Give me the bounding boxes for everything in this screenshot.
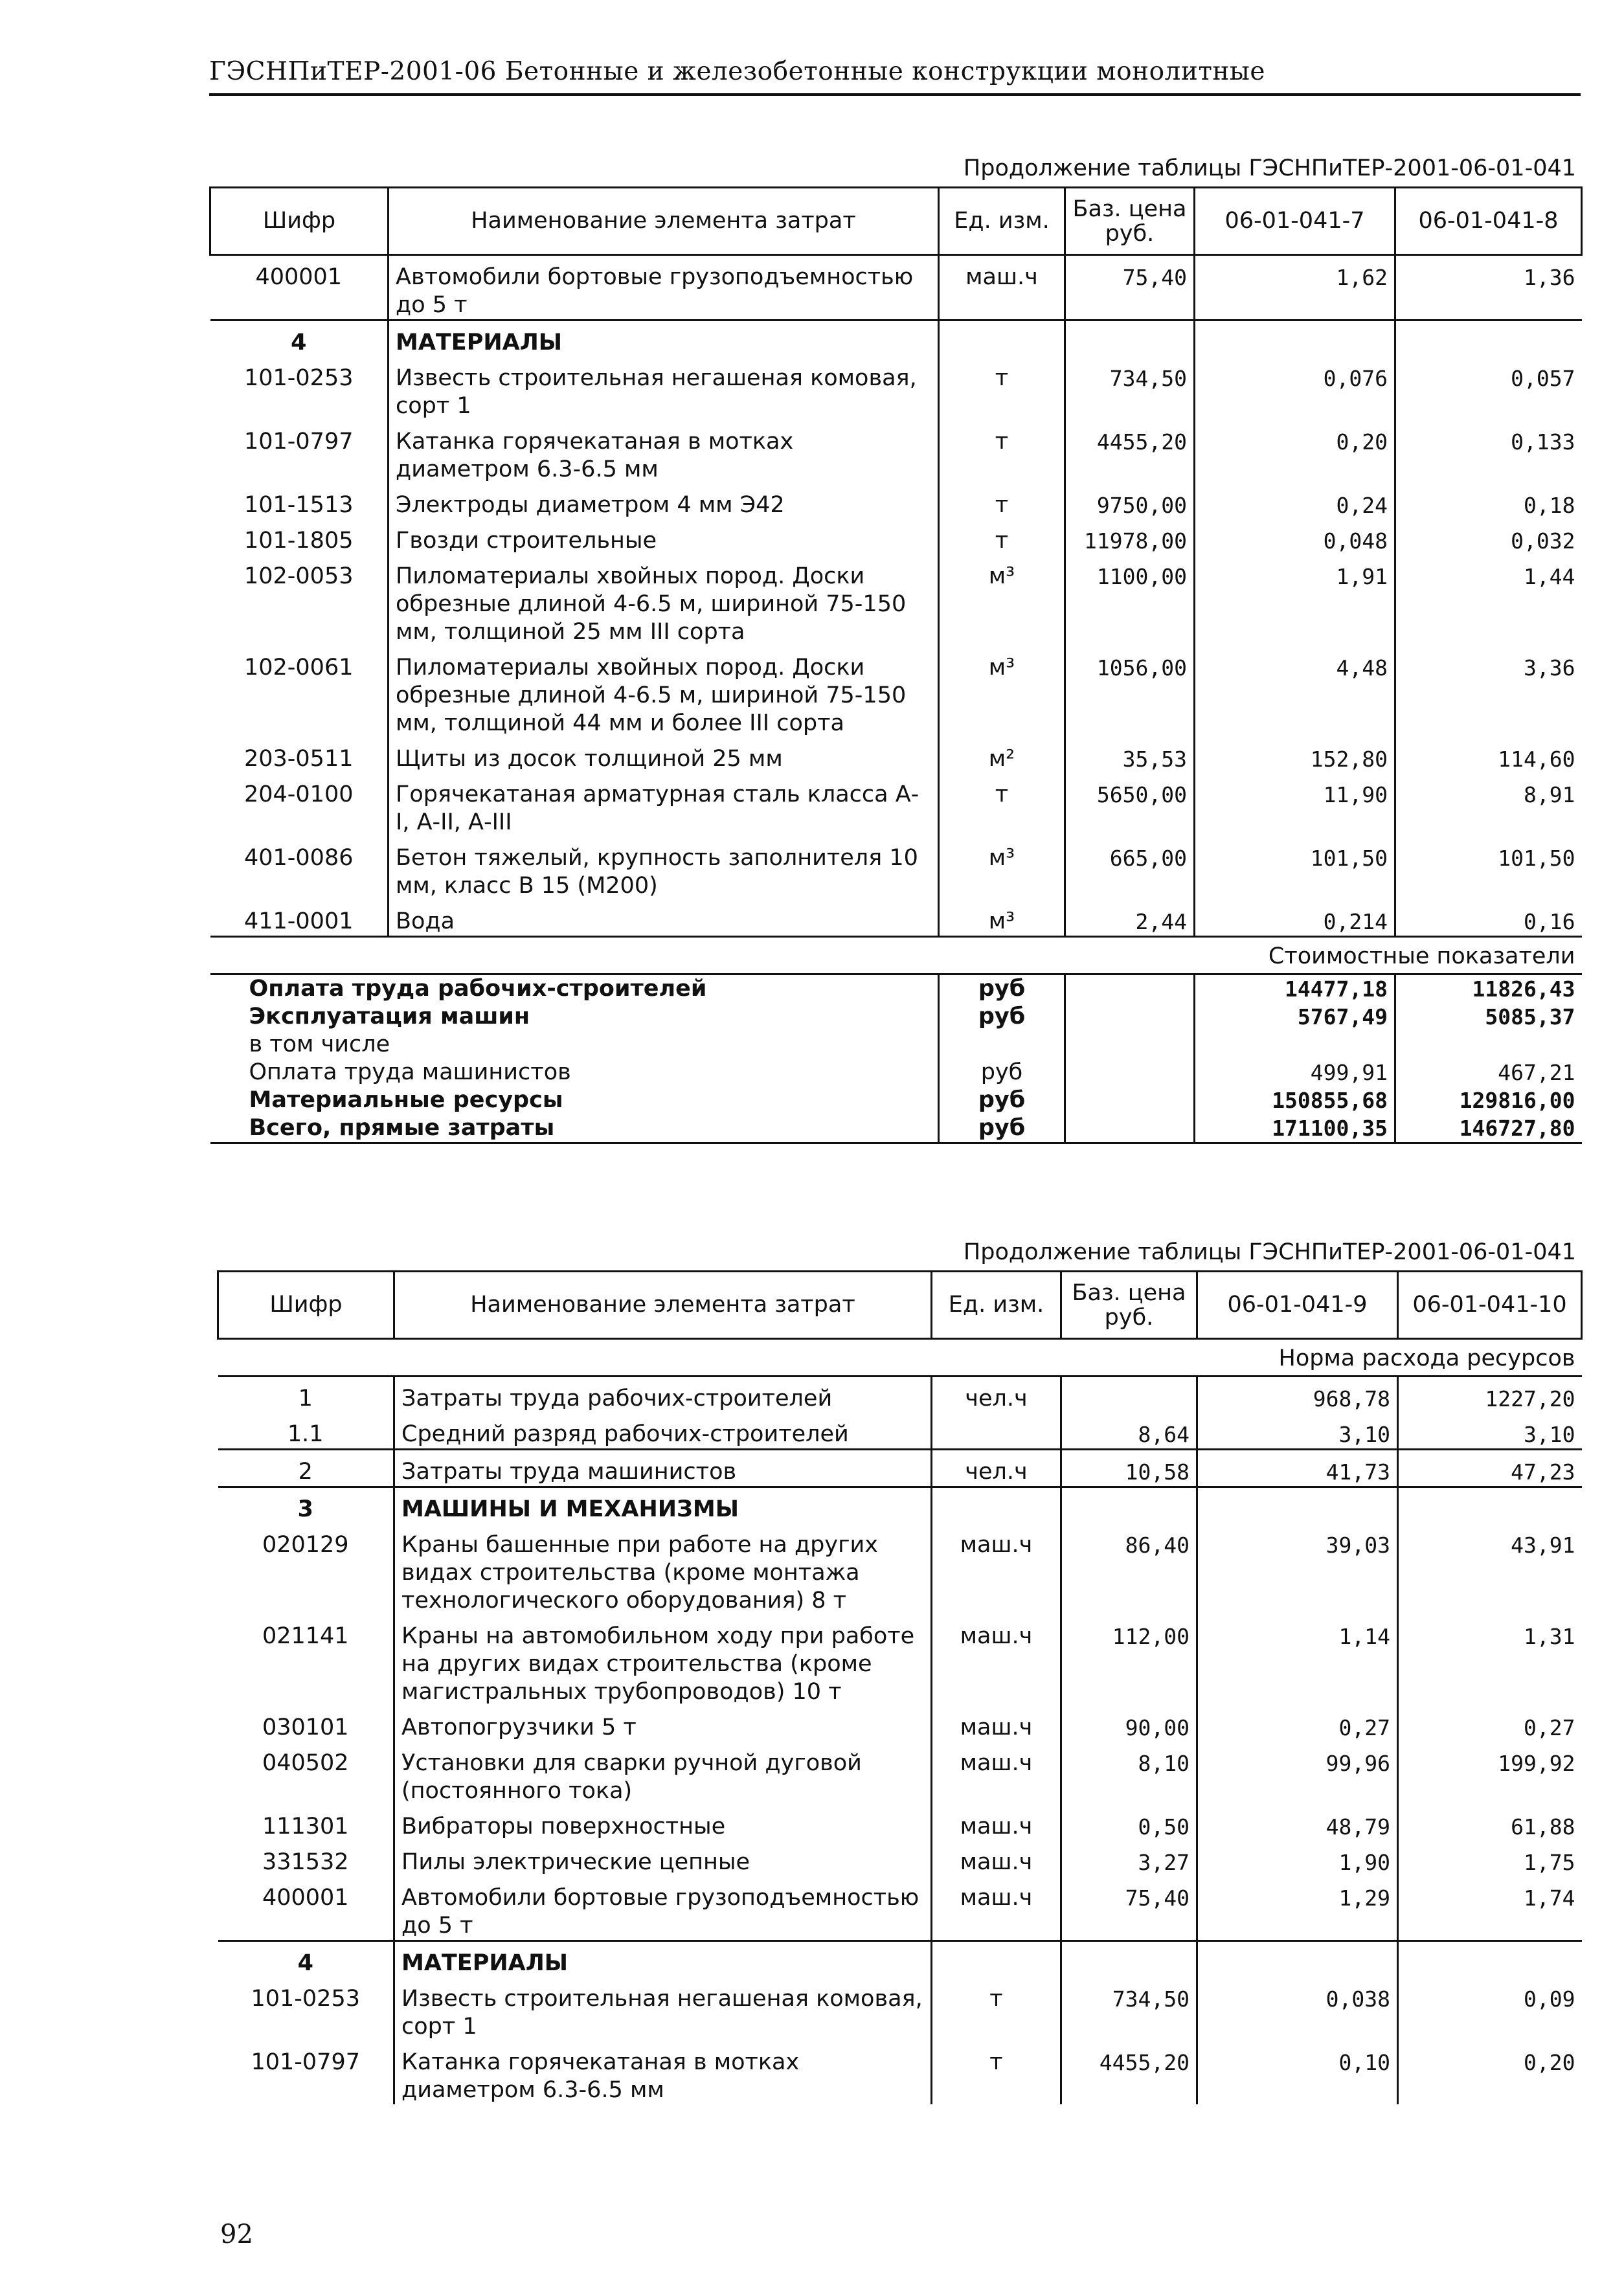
row-name: Щиты из досок толщиной 25 мм	[389, 737, 939, 773]
summary-row	[210, 1031, 1582, 1059]
summary-row	[210, 1086, 1582, 1114]
row-value-a: 11,90	[1195, 773, 1395, 837]
table2-caption: Продолжение таблицы ГЭСНПиТЕР-2001-06-01-041	[963, 1239, 1576, 1265]
row-price: 8,64	[1061, 1413, 1197, 1450]
summary-value-a: 499,91	[1195, 1059, 1395, 1086]
col-name-header: Наименование элемента затрат	[394, 1272, 932, 1339]
row-value-a: 968,78	[1197, 1377, 1398, 1413]
table1-body	[210, 255, 1582, 1143]
table-row	[218, 1413, 1582, 1450]
row-value-a: 0,20	[1195, 420, 1395, 484]
row-code: 102-0053	[210, 555, 389, 646]
row-code: 040502	[218, 1742, 394, 1805]
row-price: 9750,00	[1065, 484, 1195, 519]
row-value-b: 1,36	[1524, 265, 1575, 290]
row-code: 400001	[218, 1876, 394, 1941]
table1	[209, 186, 1583, 1144]
row-code: 2	[218, 1450, 394, 1487]
row-code: 102-0061	[210, 646, 389, 737]
row-name: Пиломатериалы хвойных пород. Доски обрезные длиной 4-6.5 м, шириной 75-150 мм, толщиной 25 мм III сорта	[389, 555, 939, 646]
row-value-a: 48,79	[1197, 1805, 1398, 1841]
row-value-a	[1197, 1941, 1398, 1978]
summary-price-empty	[1065, 1059, 1195, 1086]
row-value-b: 1,75	[1524, 1850, 1575, 1875]
row-unit: м²	[939, 737, 1065, 773]
col-price-header: Баз. цена руб.	[1065, 188, 1195, 255]
row-price: 2,44	[1065, 900, 1195, 937]
summary-value-a: 5767,49	[1195, 1003, 1395, 1031]
row-value-a: 1,90	[1197, 1841, 1398, 1876]
row-code: 101-0253	[210, 357, 389, 420]
summary-unit: руб	[939, 1059, 1065, 1086]
table-row	[218, 1615, 1582, 1706]
row-unit: т	[932, 2041, 1061, 2104]
row-unit: чел.ч	[932, 1377, 1061, 1413]
summary-label: Всего, прямые затраты	[210, 1114, 939, 1143]
table2-body	[218, 1339, 1582, 2105]
row-value-b: 0,057	[1511, 366, 1575, 391]
page-number: 92	[220, 2220, 253, 2249]
row-code: 3	[218, 1487, 394, 1524]
row-unit: маш.ч	[932, 1615, 1061, 1706]
section-note: Норма расхода ресурсов	[218, 1339, 1582, 1377]
row-unit: маш.ч	[932, 1841, 1061, 1876]
row-name: Автомобили бортовые грузоподъемностью до 5 т	[389, 255, 939, 321]
row-name: Затраты труда машинистов	[394, 1450, 932, 1487]
summary-value-a: 150855,68	[1195, 1086, 1395, 1114]
row-code: 4	[218, 1941, 394, 1978]
row-unit	[932, 1941, 1061, 1978]
row-value-b: 1,31	[1524, 1624, 1575, 1649]
row-name: Горячекатаная арматурная сталь класса А-I, А-II, А-III	[389, 773, 939, 837]
row-value-b: 0,16	[1524, 909, 1575, 934]
section-note-row	[218, 1339, 1582, 1377]
col-b-header: 06-01-041-10	[1398, 1272, 1582, 1339]
table-row	[218, 1805, 1582, 1841]
row-code: 101-0253	[218, 1977, 394, 2041]
row-unit: маш.ч	[932, 1876, 1061, 1941]
row-code: 101-1513	[210, 484, 389, 519]
row-name: Бетон тяжелый, крупность заполнителя 10 мм, класс В 15 (М200)	[389, 837, 939, 900]
row-code: 101-0797	[218, 2041, 394, 2104]
table2	[217, 1270, 1583, 2104]
row-code: 1	[218, 1377, 394, 1413]
col-b-header: 06-01-041-8	[1395, 188, 1582, 255]
summary-price-empty	[1065, 974, 1195, 1004]
row-unit: м³	[939, 837, 1065, 900]
row-unit: м³	[939, 555, 1065, 646]
table-row	[210, 773, 1582, 837]
row-value-a: 0,27	[1197, 1706, 1398, 1742]
summary-price-empty	[1065, 1114, 1195, 1143]
summary-label: Материальные ресурсы	[210, 1086, 939, 1114]
row-name: Катанка горячекатаная в мотках диаметром 6.3-6.5 мм	[394, 2041, 932, 2104]
summary-unit	[939, 1031, 1065, 1059]
table-row	[210, 900, 1582, 937]
row-name: Затраты труда рабочих-строителей	[394, 1377, 932, 1413]
col-name-header: Наименование элемента затрат	[389, 188, 939, 255]
section-row	[218, 1487, 1582, 1524]
row-value-b: 1,44	[1524, 564, 1575, 589]
row-value-a: 0,038	[1197, 1977, 1398, 2041]
table-row	[218, 1841, 1582, 1876]
summary-row	[210, 1114, 1582, 1143]
row-unit: т	[939, 519, 1065, 555]
row-code: 111301	[218, 1805, 394, 1841]
summary-value-b: 11826,43	[1472, 976, 1575, 1002]
row-unit: маш.ч	[932, 1742, 1061, 1805]
row-value-b: 0,18	[1524, 493, 1575, 518]
row-price: 5650,00	[1065, 773, 1195, 837]
table-row	[210, 420, 1582, 484]
row-unit: т	[939, 773, 1065, 837]
row-value-b	[1395, 321, 1582, 357]
row-unit: маш.ч	[932, 1706, 1061, 1742]
table2-header-row	[218, 1272, 1582, 1339]
row-value-b: 0,133	[1511, 429, 1575, 455]
row-name: Гвозди строительные	[389, 519, 939, 555]
summary-value-b: 146727,80	[1395, 1114, 1582, 1143]
row-name: Пиломатериалы хвойных пород. Доски обрезные длиной 4-6.5 м, шириной 75-150 мм, толщиной 44 мм и более III сорта	[389, 646, 939, 737]
row-name: МАТЕРИАЛЫ	[389, 321, 939, 357]
summary-value-a	[1195, 1031, 1395, 1059]
row-price: 3,27	[1061, 1841, 1197, 1876]
summary-row	[210, 974, 1582, 1004]
row-price: 734,50	[1061, 1977, 1197, 2041]
row-unit: т	[932, 1977, 1061, 2041]
row-price: 75,40	[1065, 255, 1195, 321]
summary-row	[210, 1003, 1582, 1031]
row-value-a: 1,14	[1197, 1615, 1398, 1706]
row-code: 411-0001	[210, 900, 389, 937]
row-unit: маш.ч	[939, 255, 1065, 321]
table-row	[210, 555, 1582, 646]
row-price: 86,40	[1061, 1524, 1197, 1615]
row-value-a	[1197, 1487, 1398, 1524]
row-value-b: 3,36	[1524, 655, 1575, 680]
summary-value-a: 14477,18	[1195, 974, 1395, 1004]
summary-price-empty	[1065, 1003, 1195, 1031]
row-name: Известь строительная негашеная комовая, сорт 1	[389, 357, 939, 420]
row-price: 1100,00	[1065, 555, 1195, 646]
row-name: Пилы электрические цепные	[394, 1841, 932, 1876]
col-code-header: Шифр	[218, 1272, 394, 1339]
row-name: Автопогрузчики 5 т	[394, 1706, 932, 1742]
table-row	[218, 1706, 1582, 1742]
row-value-b: 0,20	[1524, 2050, 1575, 2075]
summary-unit: руб	[939, 1003, 1065, 1031]
row-price: 10,58	[1061, 1450, 1197, 1487]
row-value-a: 0,10	[1197, 2041, 1398, 2104]
row-code: 020129	[218, 1524, 394, 1615]
row-name: Электроды диаметром 4 мм Э42	[389, 484, 939, 519]
table-row	[210, 519, 1582, 555]
section-row	[210, 321, 1582, 357]
row-price: 8,10	[1061, 1742, 1197, 1805]
row-price: 35,53	[1065, 737, 1195, 773]
row-value-a: 39,03	[1197, 1524, 1398, 1615]
row-name: Средний разряд рабочих-строителей	[394, 1413, 932, 1450]
row-value-b: 61,88	[1511, 1814, 1575, 1839]
row-name: Краны башенные при работе на других видах строительства (кроме монтажа технологического оборудования) 8 т	[394, 1524, 932, 1615]
row-code: 021141	[218, 1615, 394, 1706]
table-row	[218, 1977, 1582, 2041]
summary-value-b: 5085,37	[1485, 1004, 1575, 1029]
row-value-a: 1,91	[1195, 555, 1395, 646]
row-value-a: 152,80	[1195, 737, 1395, 773]
col-a-header: 06-01-041-7	[1195, 188, 1395, 255]
section-note-row	[210, 937, 1582, 974]
row-price: 90,00	[1061, 1706, 1197, 1742]
row-name: МАТЕРИАЛЫ	[394, 1941, 932, 1978]
row-value-a: 0,214	[1195, 900, 1395, 937]
row-name: Катанка горячекатаная в мотках диаметром 6.3-6.5 мм	[389, 420, 939, 484]
section-note: Стоимостные показатели	[210, 937, 1582, 974]
col-code-header: Шифр	[210, 188, 389, 255]
summary-label: в том числе	[210, 1031, 939, 1059]
col-unit-header: Ед. изм.	[932, 1272, 1061, 1339]
row-value-b: 199,92	[1498, 1751, 1575, 1776]
col-unit-header: Ед. изм.	[939, 188, 1065, 255]
row-value-b: 0,09	[1524, 1986, 1575, 2012]
section-row	[218, 1941, 1582, 1978]
row-code: 203-0511	[210, 737, 389, 773]
row-name: МАШИНЫ И МЕХАНИЗМЫ	[394, 1487, 932, 1524]
row-code: 204-0100	[210, 773, 389, 837]
row-code: 101-1805	[210, 519, 389, 555]
col-price-header: Баз. цена руб.	[1061, 1272, 1197, 1339]
row-value-a: 0,076	[1195, 357, 1395, 420]
table1-caption: Продолжение таблицы ГЭСНПиТЕР-2001-06-01-041	[963, 155, 1576, 181]
row-value-a: 1,62	[1195, 255, 1395, 321]
row-value-b: 1,74	[1524, 1885, 1575, 1911]
summary-unit: руб	[939, 974, 1065, 1004]
row-code: 101-0797	[210, 420, 389, 484]
table-row	[210, 837, 1582, 900]
row-unit: м³	[939, 646, 1065, 737]
row-price	[1061, 1377, 1197, 1413]
row-value-a: 3,10	[1197, 1413, 1398, 1450]
row-value-b: 43,91	[1511, 1533, 1575, 1558]
summary-label: Оплата труда машинистов	[210, 1059, 939, 1086]
page-header: ГЭСНПиТЕР-2001-06 Бетонные и железобетонные конструкции монолитные	[209, 57, 1266, 86]
row-price: 4455,20	[1065, 420, 1195, 484]
row-name: Вода	[389, 900, 939, 937]
row-unit: м³	[939, 900, 1065, 937]
summary-price-empty	[1065, 1086, 1195, 1114]
row-code: 1.1	[218, 1413, 394, 1450]
row-price	[1061, 1487, 1197, 1524]
row-price: 112,00	[1061, 1615, 1197, 1706]
summary-row	[210, 1059, 1582, 1086]
row-value-a: 99,96	[1197, 1742, 1398, 1805]
row-price: 734,50	[1065, 357, 1195, 420]
table-row	[218, 1742, 1582, 1805]
summary-unit: руб	[939, 1086, 1065, 1114]
table-row	[218, 1450, 1582, 1487]
summary-value-b	[1395, 1031, 1582, 1059]
row-unit: чел.ч	[932, 1450, 1061, 1487]
table-row	[218, 1377, 1582, 1413]
row-name: Краны на автомобильном ходу при работе на других видах строительства (кроме магистральных трубопроводов) 10 т	[394, 1615, 932, 1706]
row-value-a: 0,24	[1195, 484, 1395, 519]
row-unit: т	[939, 357, 1065, 420]
row-price: 11978,00	[1065, 519, 1195, 555]
row-value-b	[1398, 1487, 1582, 1524]
summary-value-b: 129816,00	[1459, 1088, 1575, 1113]
row-unit: т	[939, 484, 1065, 519]
table-row	[210, 737, 1582, 773]
row-unit	[932, 1413, 1061, 1450]
row-value-b	[1398, 1941, 1582, 1978]
summary-label: Эксплуатация машин	[210, 1003, 939, 1031]
row-code: 400001	[210, 255, 389, 321]
row-value-b: 0,27	[1524, 1715, 1575, 1740]
row-name: Вибраторы поверхностные	[394, 1805, 932, 1841]
row-unit: т	[939, 420, 1065, 484]
summary-unit: руб	[939, 1114, 1065, 1143]
row-value-a: 41,73	[1197, 1450, 1398, 1487]
row-value-a: 101,50	[1195, 837, 1395, 900]
row-value-b: 101,50	[1498, 846, 1575, 871]
col-a-header: 06-01-041-9	[1197, 1272, 1398, 1339]
row-price: 75,40	[1061, 1876, 1197, 1941]
table-row	[218, 1876, 1582, 1941]
table-row	[210, 484, 1582, 519]
table-row	[218, 2041, 1582, 2104]
row-name: Известь строительная негашеная комовая, сорт 1	[394, 1977, 932, 2041]
row-value-b: 1227,20	[1485, 1386, 1575, 1411]
row-price	[1065, 321, 1195, 357]
summary-label: Оплата труда рабочих-строителей	[210, 974, 939, 1004]
table-row	[210, 255, 1582, 321]
row-value-a: 4,48	[1195, 646, 1395, 737]
row-price: 665,00	[1065, 837, 1195, 900]
row-price	[1061, 1941, 1197, 1978]
summary-value-b: 467,21	[1498, 1060, 1575, 1085]
row-name: Автомобили бортовые грузоподъемностью до 5 т	[394, 1876, 932, 1941]
table-row	[210, 357, 1582, 420]
row-code: 030101	[218, 1706, 394, 1742]
row-unit: маш.ч	[932, 1524, 1061, 1615]
table1-header-row	[210, 188, 1582, 255]
row-value-b: 8,91	[1524, 782, 1575, 807]
summary-value-a: 171100,35	[1195, 1114, 1395, 1143]
row-price: 0,50	[1061, 1805, 1197, 1841]
row-name: Установки для сварки ручной дуговой (постоянного тока)	[394, 1742, 932, 1805]
row-code: 331532	[218, 1841, 394, 1876]
row-unit	[939, 321, 1065, 357]
row-value-a	[1195, 321, 1395, 357]
row-value-a: 0,048	[1195, 519, 1395, 555]
row-value-a: 1,29	[1197, 1876, 1398, 1941]
row-unit: маш.ч	[932, 1805, 1061, 1841]
row-value-b: 47,23	[1398, 1450, 1582, 1487]
row-code: 4	[210, 321, 389, 357]
row-value-b: 3,10	[1524, 1422, 1575, 1447]
row-price: 4455,20	[1061, 2041, 1197, 2104]
row-value-b: 114,60	[1498, 747, 1575, 772]
row-value-b: 0,032	[1511, 528, 1575, 554]
row-unit	[932, 1487, 1061, 1524]
table-row	[210, 646, 1582, 737]
row-code: 401-0086	[210, 837, 389, 900]
row-price: 1056,00	[1065, 646, 1195, 737]
header-rule	[209, 93, 1581, 96]
table-row	[218, 1524, 1582, 1615]
summary-price-empty	[1065, 1031, 1195, 1059]
